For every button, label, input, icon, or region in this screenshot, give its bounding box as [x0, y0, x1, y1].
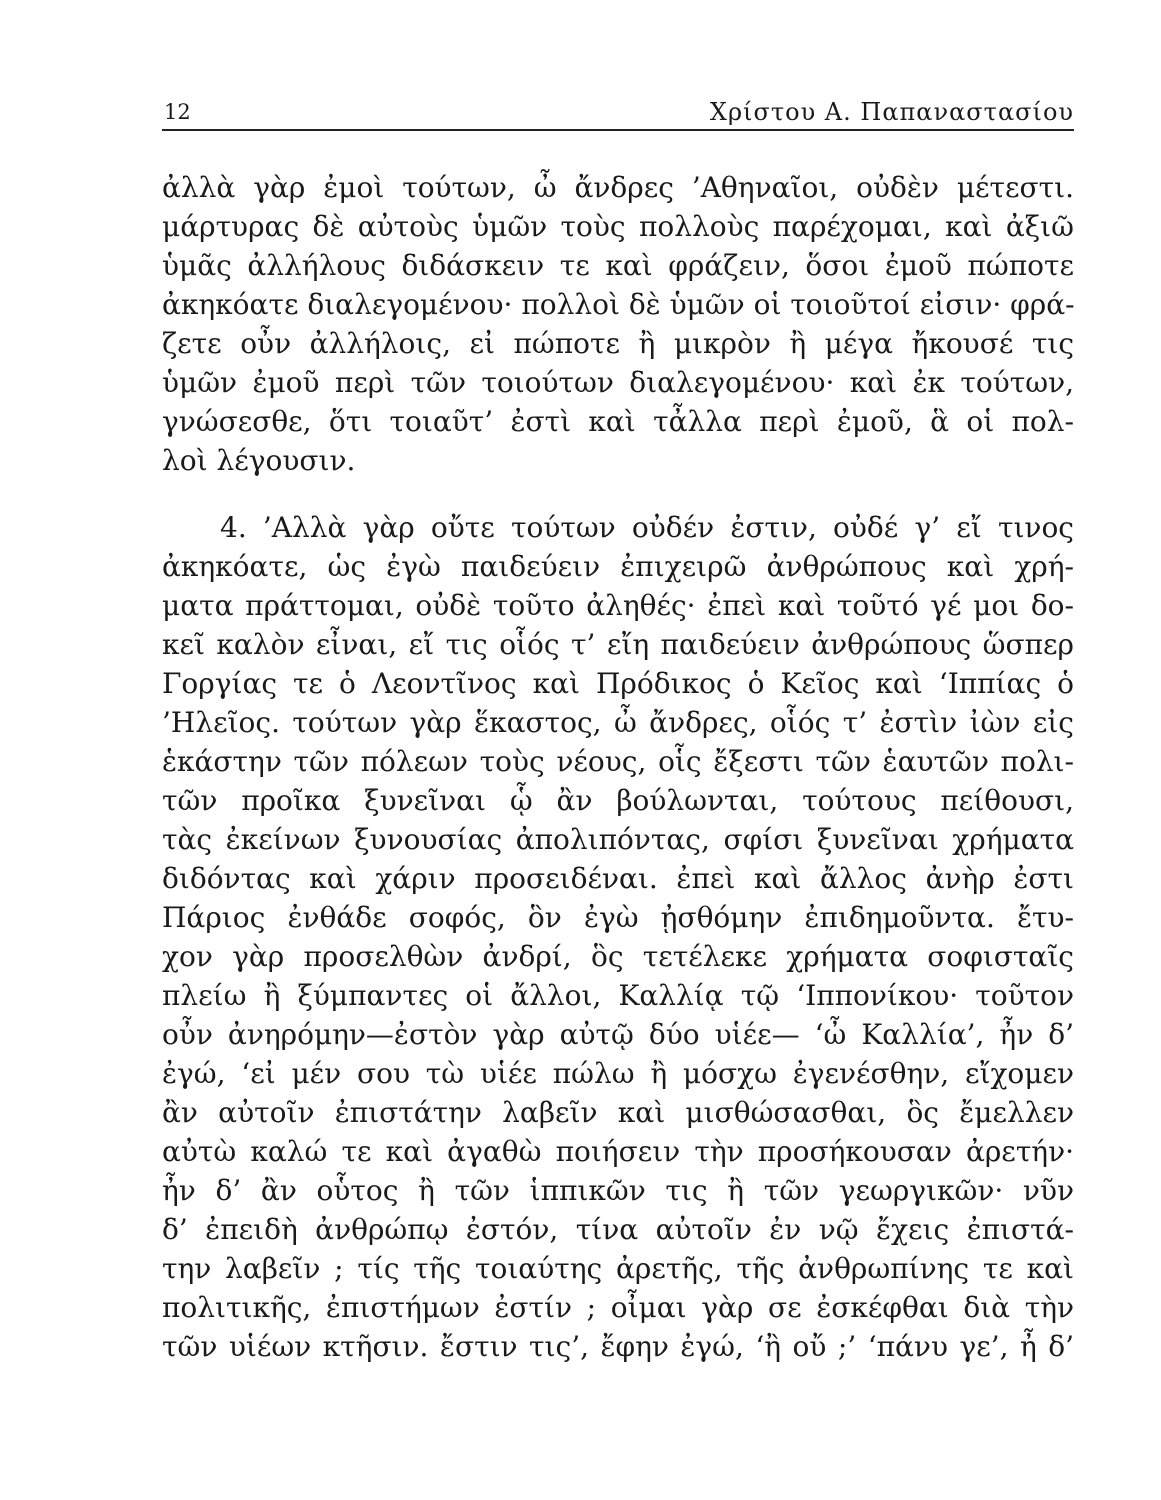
text-line: Γοργίας τε ὁ Λεοντῖνος καὶ Πρόδικος ὁ Κεῖος καὶ ‘Ιππίας ὁ — [162, 667, 1074, 700]
text-line: τῶν προῖκα ξυνεῖναι ᾧ ἂν βούλωνται, τούτους πείθουσι, — [162, 784, 1074, 817]
text-line: μάρτυρας δὲ αὐτοὺς ὑμῶν τοὺς πολλοὺς παρέχομαι, καὶ ἀξιῶ — [162, 210, 1074, 243]
paragraph-1 — [162, 168, 1074, 480]
text-line: λοὶ λέγουσιν. — [162, 444, 356, 477]
text-line: ὑμᾶς ἀλλήλους διδάσκειν τε καὶ φράζειν, ὅσοι ἐμοῦ πώποτε — [162, 249, 1074, 282]
text-line: δ’ ἐπειδὴ ἀνθρώπῳ ἐστόν, τίνα αὐτοῖν ἐν νῷ ἔχεις ἐπιστά- — [162, 1213, 1074, 1246]
header-rule — [162, 129, 1074, 131]
text-line: ἂν αὐτοῖν ἐπιστάτην λαβεῖν καὶ μισθώσασθαι, ὃς ἔμελλεν — [162, 1096, 1074, 1129]
text-line: ὑμῶν ἐμοῦ περὶ τῶν τοιούτων διαλεγομένου· καὶ ἐκ τούτων, — [162, 366, 1074, 399]
running-head: Χρίστου Α. Παπαναστασίου — [709, 98, 1074, 126]
text-line: Πάριος ἐνθάδε σοφός, ὃν ἐγὼ ᾐσθόμην ἐπιδημοῦντα. ἔτυ- — [162, 901, 1074, 934]
text-line: χον γὰρ προσελθὼν ἀνδρί, ὃς τετέλεκε χρήματα σοφισταῖς — [162, 940, 1074, 973]
text-line: ἀλλὰ γὰρ ἐμοὶ τούτων, ὦ ἄνδρες ’Αθηναῖοι, οὐδὲν μέτεστι. — [162, 171, 1074, 204]
text-line: πολιτικῆς, ἐπιστήμων ἐστίν ; οἶμαι γὰρ σε ἐσκέφθαι διὰ τὴν — [162, 1291, 1074, 1324]
text-line: ἀκηκόατε διαλεγομένου· πολλοὶ δὲ ὑμῶν οἱ τοιοῦτοί εἰσιν· φρά- — [162, 288, 1075, 321]
text-line: πλείω ἢ ξύμπαντες οἱ ἄλλοι, Καλλίᾳ τῷ ‘Ιππονίκου· τοῦτον — [162, 979, 1074, 1012]
text-line: ἀκηκόατε, ὡς ἐγὼ παιδεύειν ἐπιχειρῶ ἀνθρώπους καὶ χρή- — [162, 550, 1074, 583]
text-line: γνώσεσθε, ὅτι τοιαῦτ’ ἐστὶ καὶ τἆλλα περὶ ἐμοῦ, ἃ οἱ πολ- — [162, 405, 1074, 438]
text-line: ἐγώ, ‘εἰ μέν σου τὼ υἱέε πώλω ἢ μόσχω ἐγενέσθην, εἴχομεν — [162, 1057, 1074, 1090]
text-line: ἑκάστην τῶν πόλεων τοὺς νέους, οἷς ἔξεστι τῶν ἑαυτῶν πολι- — [162, 745, 1074, 778]
text-line: ζετε οὖν ἀλλήλοις, εἰ πώποτε ἢ μικρὸν ἢ μέγα ἤκουσέ τις — [162, 327, 1074, 360]
text-line: κεῖ καλὸν εἶναι, εἴ τις οἷός τ’ εἴη παιδεύειν ἀνθρώπους ὥσπερ — [162, 628, 1074, 661]
paragraph-2 — [162, 508, 1074, 1366]
text-line: διδόντας καὶ χάριν προσειδέναι. ἐπεὶ καὶ ἄλλος ἀνὴρ ἐστι — [162, 862, 1074, 895]
text-line: 4. ’Αλλὰ γὰρ οὔτε τούτων οὐδέν ἐστιν, οὐδέ γ’ εἴ τινος — [220, 511, 1074, 544]
text-line: οὖν ἀνηρόμην—ἐστὸν γὰρ αὐτῷ δύο υἱέε— ‘ὦ Καλλία’, ἦν δ’ — [162, 1018, 1074, 1051]
text-line: ’Ηλεῖος. τούτων γὰρ ἕκαστος, ὦ ἄνδρες, οἷός τ’ ἐστὶν ἰὼν εἰς — [162, 706, 1074, 739]
text-line: ἦν δ’ ἂν οὗτος ἢ τῶν ἱππικῶν τις ἢ τῶν γεωργικῶν· νῦν — [162, 1174, 1074, 1207]
text-line: αὐτὼ καλώ τε καὶ ἀγαθὼ ποιήσειν τὴν προσήκουσαν ἀρετήν· — [162, 1135, 1074, 1168]
text-line: ματα πράττομαι, οὐδὲ τοῦτο ἀληθές· ἐπεὶ καὶ τοῦτό γέ μοι δο- — [162, 589, 1074, 622]
page-header — [162, 96, 1074, 128]
page-number: 12 — [164, 100, 191, 124]
text-line: τῶν υἱέων κτῆσιν. ἔστιν τις’, ἔφην ἐγώ, ‘ἢ οὔ ;’ ‘πάνυ γε’, ἦ δ’ — [162, 1330, 1074, 1363]
text-line: την λαβεῖν ; τίς τῆς τοιαύτης ἀρετῆς, τῆς ἀνθρωπίνης τε καὶ — [162, 1252, 1074, 1285]
text-line: τὰς ἐκείνων ξυνουσίας ἀπολιπόντας, σφίσι ξυνεῖναι χρήματα — [162, 823, 1074, 856]
